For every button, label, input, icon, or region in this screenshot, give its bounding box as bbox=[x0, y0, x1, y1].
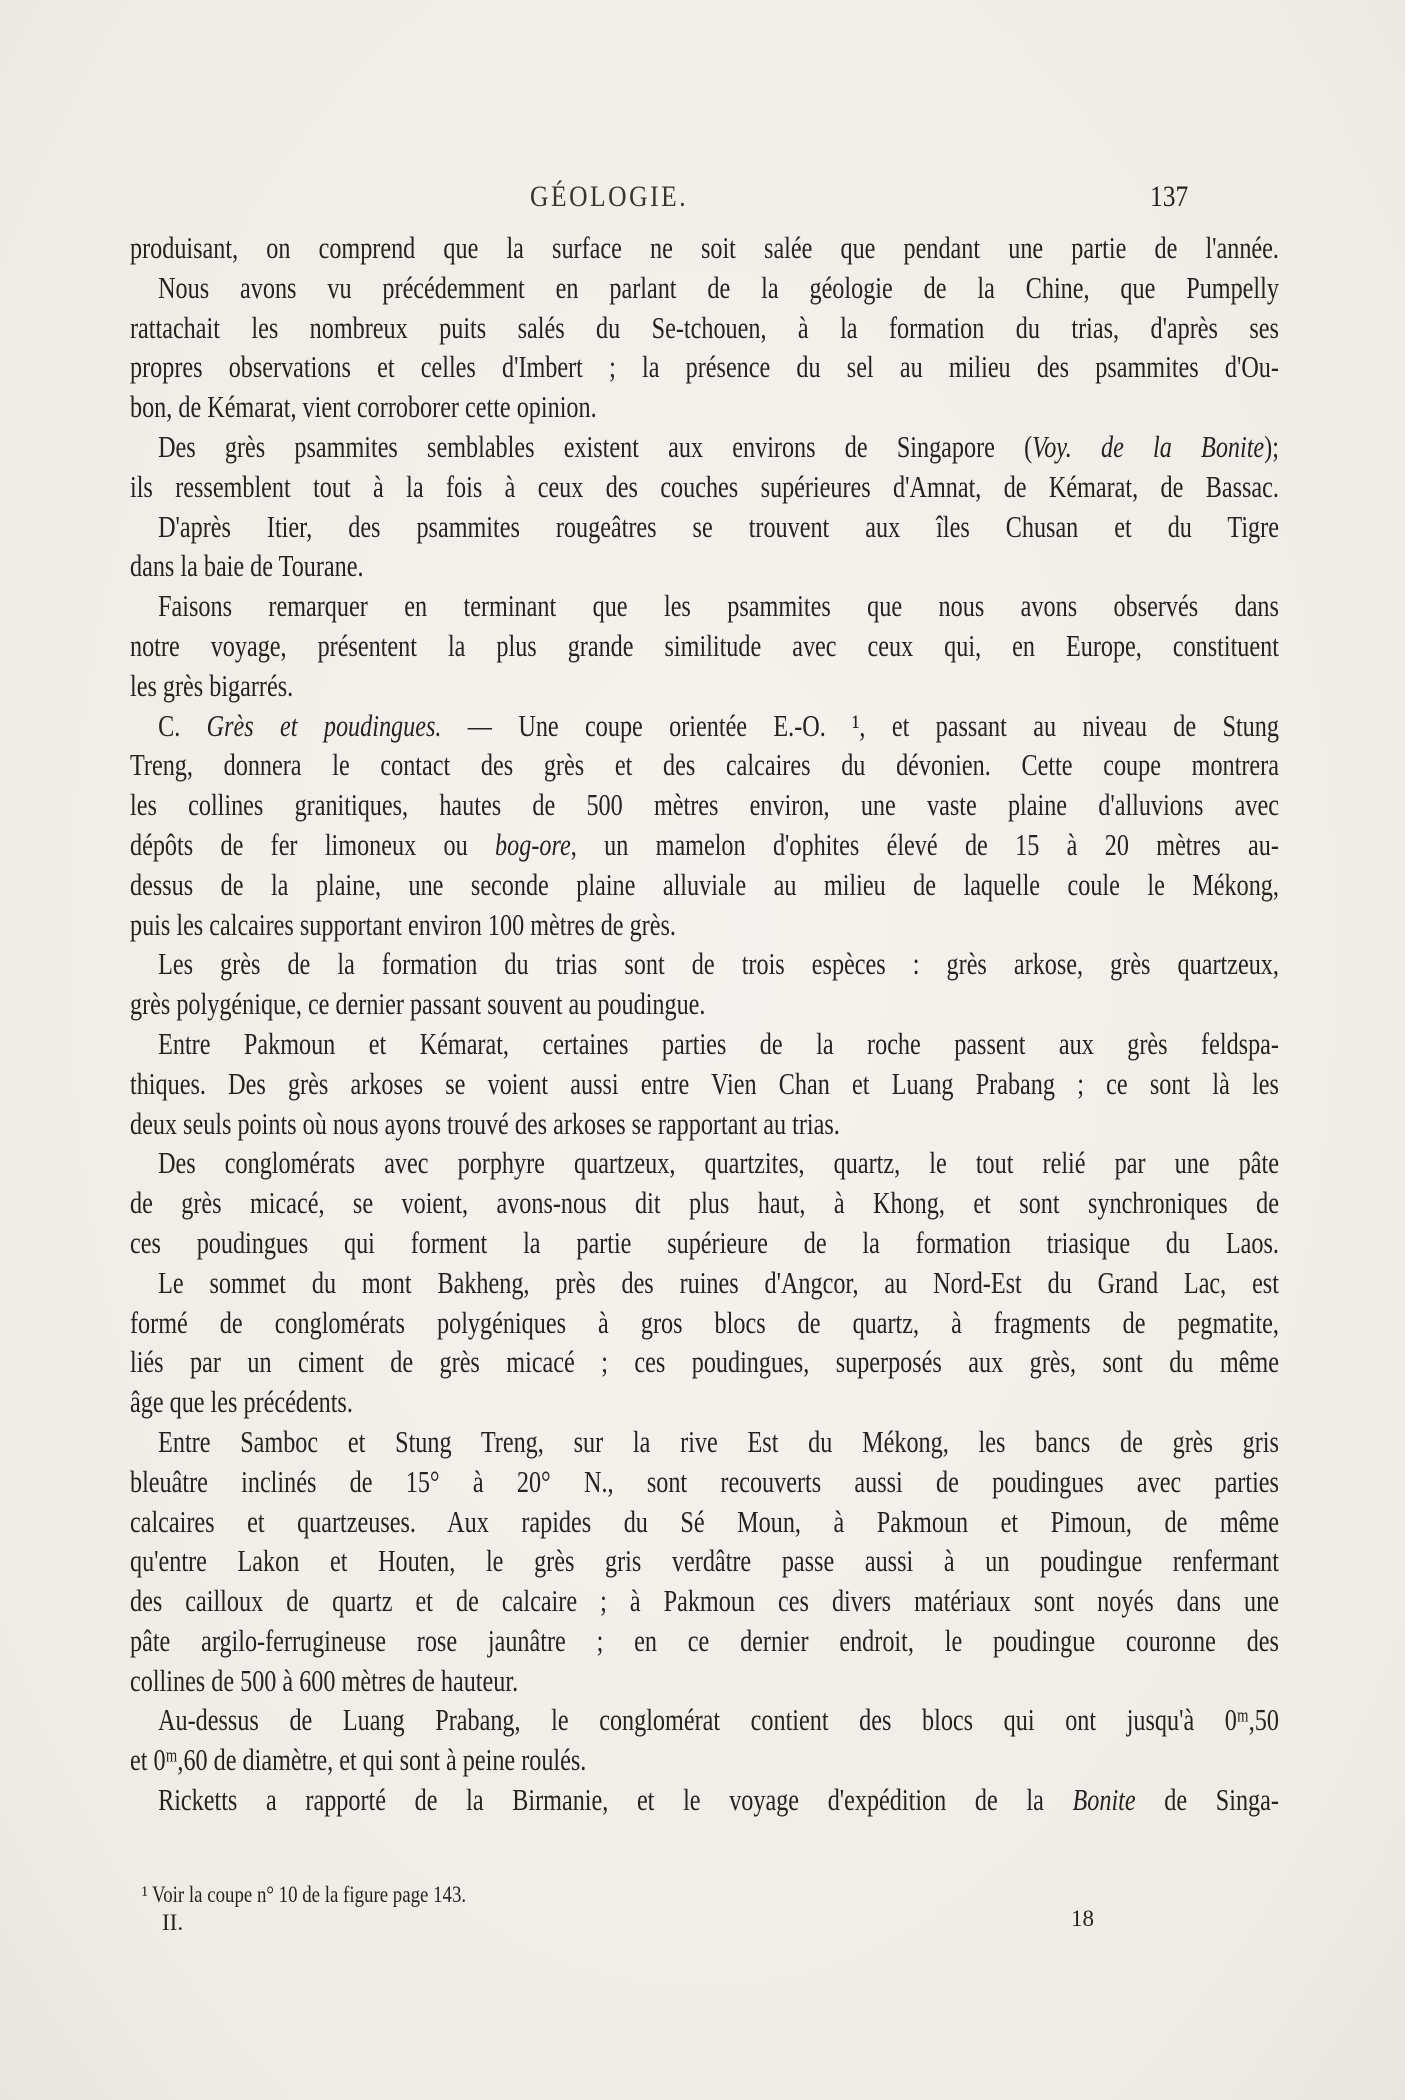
text-line bbox=[130, 1183, 1279, 1223]
sheet-signature: 18 bbox=[1071, 1906, 1094, 1931]
italic-text: Grès et poudingues. bbox=[206, 707, 442, 743]
text-segment: dans la baie de Tourane. bbox=[130, 548, 364, 584]
text-line bbox=[130, 308, 1279, 348]
text-segment: âge que les précédents. bbox=[130, 1384, 353, 1420]
text-line bbox=[130, 706, 1279, 746]
text-segment: Au-dessus de Luang Prabang, le conglomérat contient des blocs qui ont jusqu'à 0ᵐ,50 bbox=[158, 1702, 1279, 1738]
text-segment: C. bbox=[158, 707, 207, 743]
text-segment: notre voyage, présentent la plus grande similitude avec ceux qui, en Europe, constituent bbox=[130, 627, 1279, 663]
text-line bbox=[130, 427, 1279, 467]
text-line bbox=[130, 1223, 1279, 1263]
text-segment: rattachait les nombreux puits salés du Se-tchouen, à la formation du trias, d'après ses bbox=[130, 309, 1279, 345]
text-segment: les collines granitiques, hautes de 500 mètres environ, une vaste plaine d'alluvions avec bbox=[130, 787, 1279, 823]
text-segment: , un mamelon d'ophites élevé de 15 à 20 mètres au- bbox=[570, 826, 1279, 862]
text-segment: Entre Samboc et Stung Treng, sur la rive Est du Mékong, les bancs de grès gris bbox=[158, 1423, 1279, 1459]
text-segment: collines de 500 à 600 mètres de hauteur. bbox=[130, 1662, 519, 1698]
text-segment: bleuâtre inclinés de 15° à 20° N., sont recouverts aussi de poudingues avec parties bbox=[130, 1463, 1279, 1499]
text-segment: Treng, donnera le contact des grès et des calcaires du dévonien. Cette coupe montrera bbox=[130, 747, 1279, 783]
text-line bbox=[130, 626, 1279, 666]
text-segment: Les grès de la formation du trias sont de trois espèces : grès arkose, grès quartzeux, bbox=[158, 946, 1279, 982]
text-segment: deux seuls points où nous ayons trouvé des arkoses se rapportant au trias. bbox=[130, 1105, 840, 1141]
text-segment: de grès micacé, se voient, avons-nous dit plus haut, à Khong, et sont synchroniques de bbox=[130, 1185, 1279, 1221]
text-segment: de Singa- bbox=[1135, 1782, 1279, 1818]
text-line bbox=[130, 228, 1279, 268]
text-line bbox=[130, 586, 1279, 626]
text-segment: ces poudingues qui forment la partie supérieure de la formation triasique du Laos. bbox=[130, 1224, 1279, 1260]
text-segment: grès polygénique, ce dernier passant souvent au poudingue. bbox=[130, 986, 706, 1022]
italic-text: Voy. de la Bonite bbox=[1032, 428, 1265, 464]
text-line bbox=[130, 905, 1279, 945]
text-line bbox=[130, 467, 1279, 507]
text-segment: les grès bigarrés. bbox=[130, 667, 294, 703]
text-segment: puis les calcaires supportant environ 100 mètres de grès. bbox=[130, 906, 676, 942]
text-segment: Des grès psammites semblables existent aux environs de Singapore ( bbox=[158, 428, 1033, 464]
text-segment: dépôts de fer limoneux ou bbox=[130, 826, 496, 862]
footnote: ¹ Voir la coupe n° 10 de la figure page 143. bbox=[142, 1882, 467, 1907]
text-line bbox=[130, 785, 1279, 825]
text-segment: ); bbox=[1264, 428, 1279, 464]
text-segment: produisant, on comprend que la surface ne soit salée que pendant une partie de l'année. bbox=[130, 230, 1279, 265]
text-segment: Des conglomérats avec porphyre quartzeux, quartzites, quartz, le tout relié par une pâte bbox=[158, 1145, 1279, 1181]
text-line bbox=[130, 1700, 1279, 1740]
text-line bbox=[130, 1740, 1279, 1780]
text-line bbox=[130, 1342, 1279, 1382]
text-line bbox=[130, 1661, 1279, 1701]
text-segment: Le sommet du mont Bakheng, près des ruines d'Angcor, au Nord-Est du Grand Lac, est bbox=[158, 1264, 1279, 1300]
text-segment: et 0ᵐ,60 de diamètre, et qui sont à peine roulés. bbox=[130, 1742, 587, 1778]
text-line bbox=[130, 1024, 1279, 1064]
text-line bbox=[130, 1064, 1279, 1104]
text-line bbox=[130, 745, 1279, 785]
italic-text: bog-ore bbox=[495, 826, 571, 862]
text-line bbox=[130, 347, 1279, 387]
text-segment: Nous avons vu précédemment en parlant de la géologie de la Chine, que Pumpelly bbox=[158, 269, 1279, 305]
volume-signature: II. bbox=[162, 1910, 184, 1935]
text-segment: D'après Itier, des psammites rougeâtres se trouvent aux îles Chusan et du Tigre bbox=[158, 508, 1279, 544]
text-segment: thiques. Des grès arkoses se voient aussi entre Vien Chan et Luang Prabang ; ce sont là les bbox=[130, 1065, 1279, 1101]
text-line bbox=[130, 387, 1279, 427]
text-segment: calcaires et quartzeuses. Aux rapides du Sé Moun, à Pakmoun et Pimoun, de même bbox=[130, 1503, 1279, 1539]
text-line bbox=[130, 1541, 1279, 1581]
text-segment: bon, de Kémarat, vient corroborer cette opinion. bbox=[130, 389, 597, 425]
text-segment: ils ressemblent tout à la fois à ceux des couches supérieures d'Amnat, de Kémarat, de Bassac. bbox=[130, 468, 1279, 504]
text-line bbox=[130, 1780, 1279, 1820]
text-line bbox=[130, 825, 1279, 865]
text-line bbox=[130, 507, 1279, 547]
text-line bbox=[130, 865, 1279, 905]
text-segment: liés par un ciment de grès micacé ; ces poudingues, superposés aux grès, sont du même bbox=[130, 1344, 1279, 1380]
text-segment: — Une coupe orientée E.-O. ¹, et passant au niveau de Stung bbox=[441, 707, 1279, 743]
text-segment: Faisons remarquer en terminant que les psammites que nous avons observés dans bbox=[158, 588, 1279, 624]
text-line bbox=[130, 1382, 1279, 1422]
text-line bbox=[130, 1502, 1279, 1542]
text-segment: pâte argilo-ferrugineuse rose jaunâtre ; en ce dernier endroit, le poudingue couronne des bbox=[130, 1622, 1279, 1658]
running-title: GÉOLOGIE. bbox=[530, 180, 689, 213]
text-segment: Entre Pakmoun et Kémarat, certaines parties de la roche passent aux grès feldspa- bbox=[158, 1025, 1279, 1061]
text-line bbox=[130, 984, 1279, 1024]
page-number: 137 bbox=[1150, 180, 1189, 213]
text-line bbox=[130, 268, 1279, 308]
text-line bbox=[130, 1104, 1279, 1144]
text-line bbox=[130, 1143, 1279, 1183]
text-segment: qu'entre Lakon et Houten, le grès gris verdâtre passe aussi à un poudingue renfermant bbox=[130, 1543, 1279, 1579]
text-segment: propres observations et celles d'Imbert ; la présence du sel au milieu des psammites d'Ou- bbox=[130, 349, 1279, 385]
text-segment: Ricketts a rapporté de la Birmanie, et le voyage d'expédition de la bbox=[158, 1782, 1073, 1818]
text-segment: dessus de la plaine, une seconde plaine alluviale au milieu de laquelle coule le Mékong, bbox=[130, 866, 1279, 902]
text-line bbox=[130, 1621, 1279, 1661]
text-segment: formé de conglomérats polygéniques à gros blocs de quartz, à fragments de pegmatite, bbox=[130, 1304, 1279, 1340]
text-line bbox=[130, 1422, 1279, 1462]
body-text bbox=[130, 228, 1279, 1820]
text-line bbox=[130, 1263, 1279, 1303]
text-line bbox=[130, 1581, 1279, 1621]
text-line bbox=[130, 1303, 1279, 1343]
text-segment: des cailloux de quartz et de calcaire ; à Pakmoun ces divers matériaux sont noyés dans une bbox=[130, 1583, 1279, 1619]
italic-text: Bonite bbox=[1072, 1782, 1136, 1818]
text-line bbox=[130, 944, 1279, 984]
text-line bbox=[130, 666, 1279, 706]
text-line bbox=[130, 546, 1279, 586]
text-line bbox=[130, 1462, 1279, 1502]
